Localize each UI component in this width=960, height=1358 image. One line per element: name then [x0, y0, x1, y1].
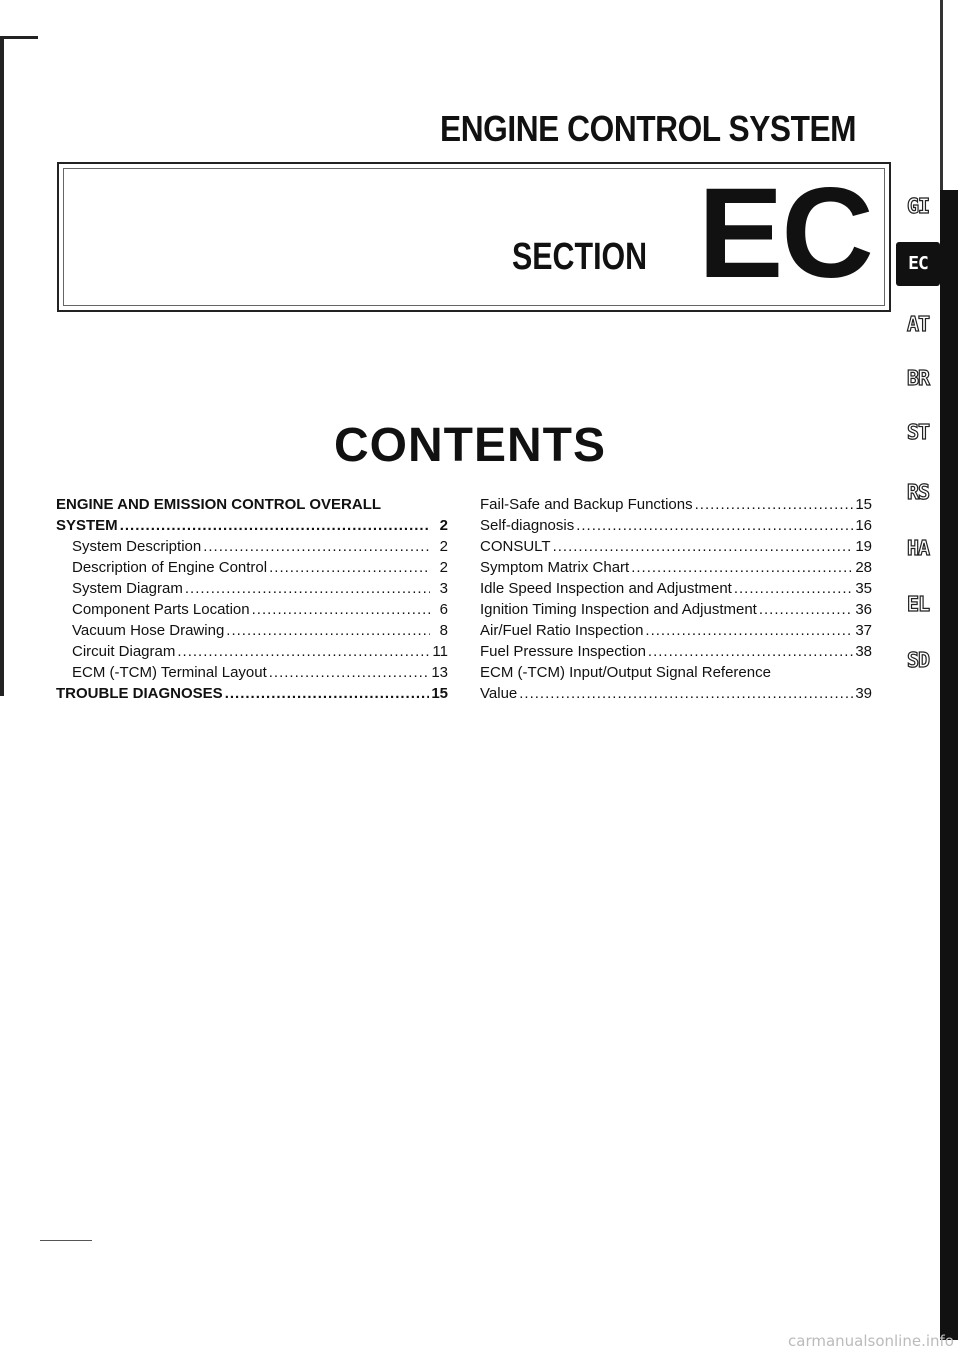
toc-page: 11 [432, 643, 448, 660]
toc-page: 15 [855, 496, 872, 513]
watermark: carmanualsonline.info [788, 1332, 954, 1350]
toc-page: 39 [855, 685, 872, 702]
tab-st[interactable]: ST [906, 420, 930, 444]
toc-leader [252, 599, 430, 620]
toc-label: Circuit Diagram [72, 643, 176, 660]
toc-label: SYSTEM [56, 517, 118, 534]
toc-heading-entry[interactable] [56, 683, 448, 704]
tab-ec[interactable]: EC [896, 242, 940, 286]
toc-item[interactable] [480, 557, 872, 578]
scan-artifact [40, 1240, 92, 1241]
toc-label: Air/Fuel Ratio Inspection [480, 622, 644, 639]
toc-label: Fuel Pressure Inspection [480, 643, 646, 660]
toc-label: Fail-Safe and Backup Functions [480, 496, 693, 513]
toc-page: 8 [439, 622, 448, 639]
toc-item[interactable] [480, 683, 872, 704]
toc-label: Idle Speed Inspection and Adjustment [480, 580, 732, 597]
toc-leader [203, 536, 430, 557]
toc-item[interactable] [56, 641, 448, 662]
toc-label: Symptom Matrix Chart [480, 559, 630, 576]
toc-right-column [480, 494, 872, 704]
toc-item[interactable] [480, 515, 872, 536]
toc-page: 38 [855, 643, 872, 660]
toc-leader [576, 515, 853, 536]
tab-el[interactable]: EL [906, 592, 930, 616]
toc-page: 35 [855, 580, 872, 597]
toc-page: 28 [855, 559, 872, 576]
toc-item[interactable] [480, 494, 872, 515]
toc-item[interactable] [56, 578, 448, 599]
toc-page: 19 [855, 538, 872, 555]
toc-page: 3 [439, 580, 448, 597]
toc-item[interactable] [56, 536, 448, 557]
toc-leader [759, 599, 853, 620]
section-title: ENGINE CONTROL SYSTEM [440, 108, 857, 149]
section-code: EC [698, 162, 872, 305]
toc-leader [185, 578, 430, 599]
toc-page: 13 [431, 664, 448, 681]
toc-leader [225, 683, 430, 704]
toc-page: 36 [855, 601, 872, 618]
toc-label: System Description [72, 538, 202, 555]
binder-corner-mark [0, 36, 38, 39]
toc-label: System Diagram [72, 580, 183, 597]
toc-item[interactable] [480, 599, 872, 620]
tab-ha[interactable]: HA [906, 536, 930, 560]
toc-label: CONSULT [480, 538, 551, 555]
toc-leader [269, 662, 430, 683]
toc-item[interactable] [480, 578, 872, 599]
toc-label: Description of Engine Control [72, 559, 268, 576]
toc-item[interactable] [480, 536, 872, 557]
toc-leader [177, 641, 430, 662]
toc-page: 15 [431, 685, 448, 702]
section-label: SECTION [512, 236, 648, 278]
toc-heading[interactable]: ENGINE AND EMISSION CONTROL OVERALL [56, 496, 382, 513]
toc-item[interactable] [56, 557, 448, 578]
toc-label: Component Parts Location [72, 601, 250, 618]
toc-leader [120, 515, 430, 536]
toc-label: Value [480, 685, 518, 702]
toc-page: 2 [439, 517, 448, 534]
toc-label: Vacuum Hose Drawing [72, 622, 225, 639]
toc-page: 37 [855, 622, 872, 639]
toc-item-line[interactable]: ECM (-TCM) Input/Output Signal Reference [480, 664, 771, 681]
toc-leader [734, 578, 853, 599]
contents-heading: CONTENTS [334, 419, 606, 472]
tab-sd[interactable]: SD [906, 648, 930, 672]
toc-item[interactable] [56, 620, 448, 641]
toc-page: 6 [439, 601, 448, 618]
toc-heading-entry[interactable] [56, 515, 448, 536]
binder-edge-line [0, 36, 4, 696]
toc-label: Ignition Timing Inspection and Adjustment [480, 601, 757, 618]
toc-item[interactable] [56, 662, 448, 683]
toc-leader [631, 557, 853, 578]
toc-leader [648, 641, 853, 662]
toc-page: 16 [855, 517, 872, 534]
toc-leader [269, 557, 430, 578]
tab-gi[interactable]: GI [906, 194, 930, 218]
tab-at[interactable]: AT [906, 312, 930, 336]
toc-leader [553, 536, 854, 557]
toc-leader [226, 620, 430, 641]
tab-br[interactable]: BR [906, 366, 930, 390]
right-edge-line [940, 0, 943, 190]
toc-label: TROUBLE DIAGNOSES [56, 685, 223, 702]
toc-leader [645, 620, 853, 641]
toc-item[interactable] [480, 641, 872, 662]
toc-label: Self-diagnosis [480, 517, 575, 534]
toc-page: 2 [439, 559, 448, 576]
tab-rs[interactable]: RS [906, 480, 930, 504]
toc-page: 2 [439, 538, 448, 555]
toc-leader [519, 683, 853, 704]
toc-item[interactable] [480, 620, 872, 641]
toc-label: ECM (-TCM) Terminal Layout [72, 664, 267, 681]
toc-leader [695, 494, 854, 515]
right-edge-bar [940, 190, 958, 1340]
toc-item[interactable] [56, 599, 448, 620]
toc-left-column [56, 494, 448, 704]
